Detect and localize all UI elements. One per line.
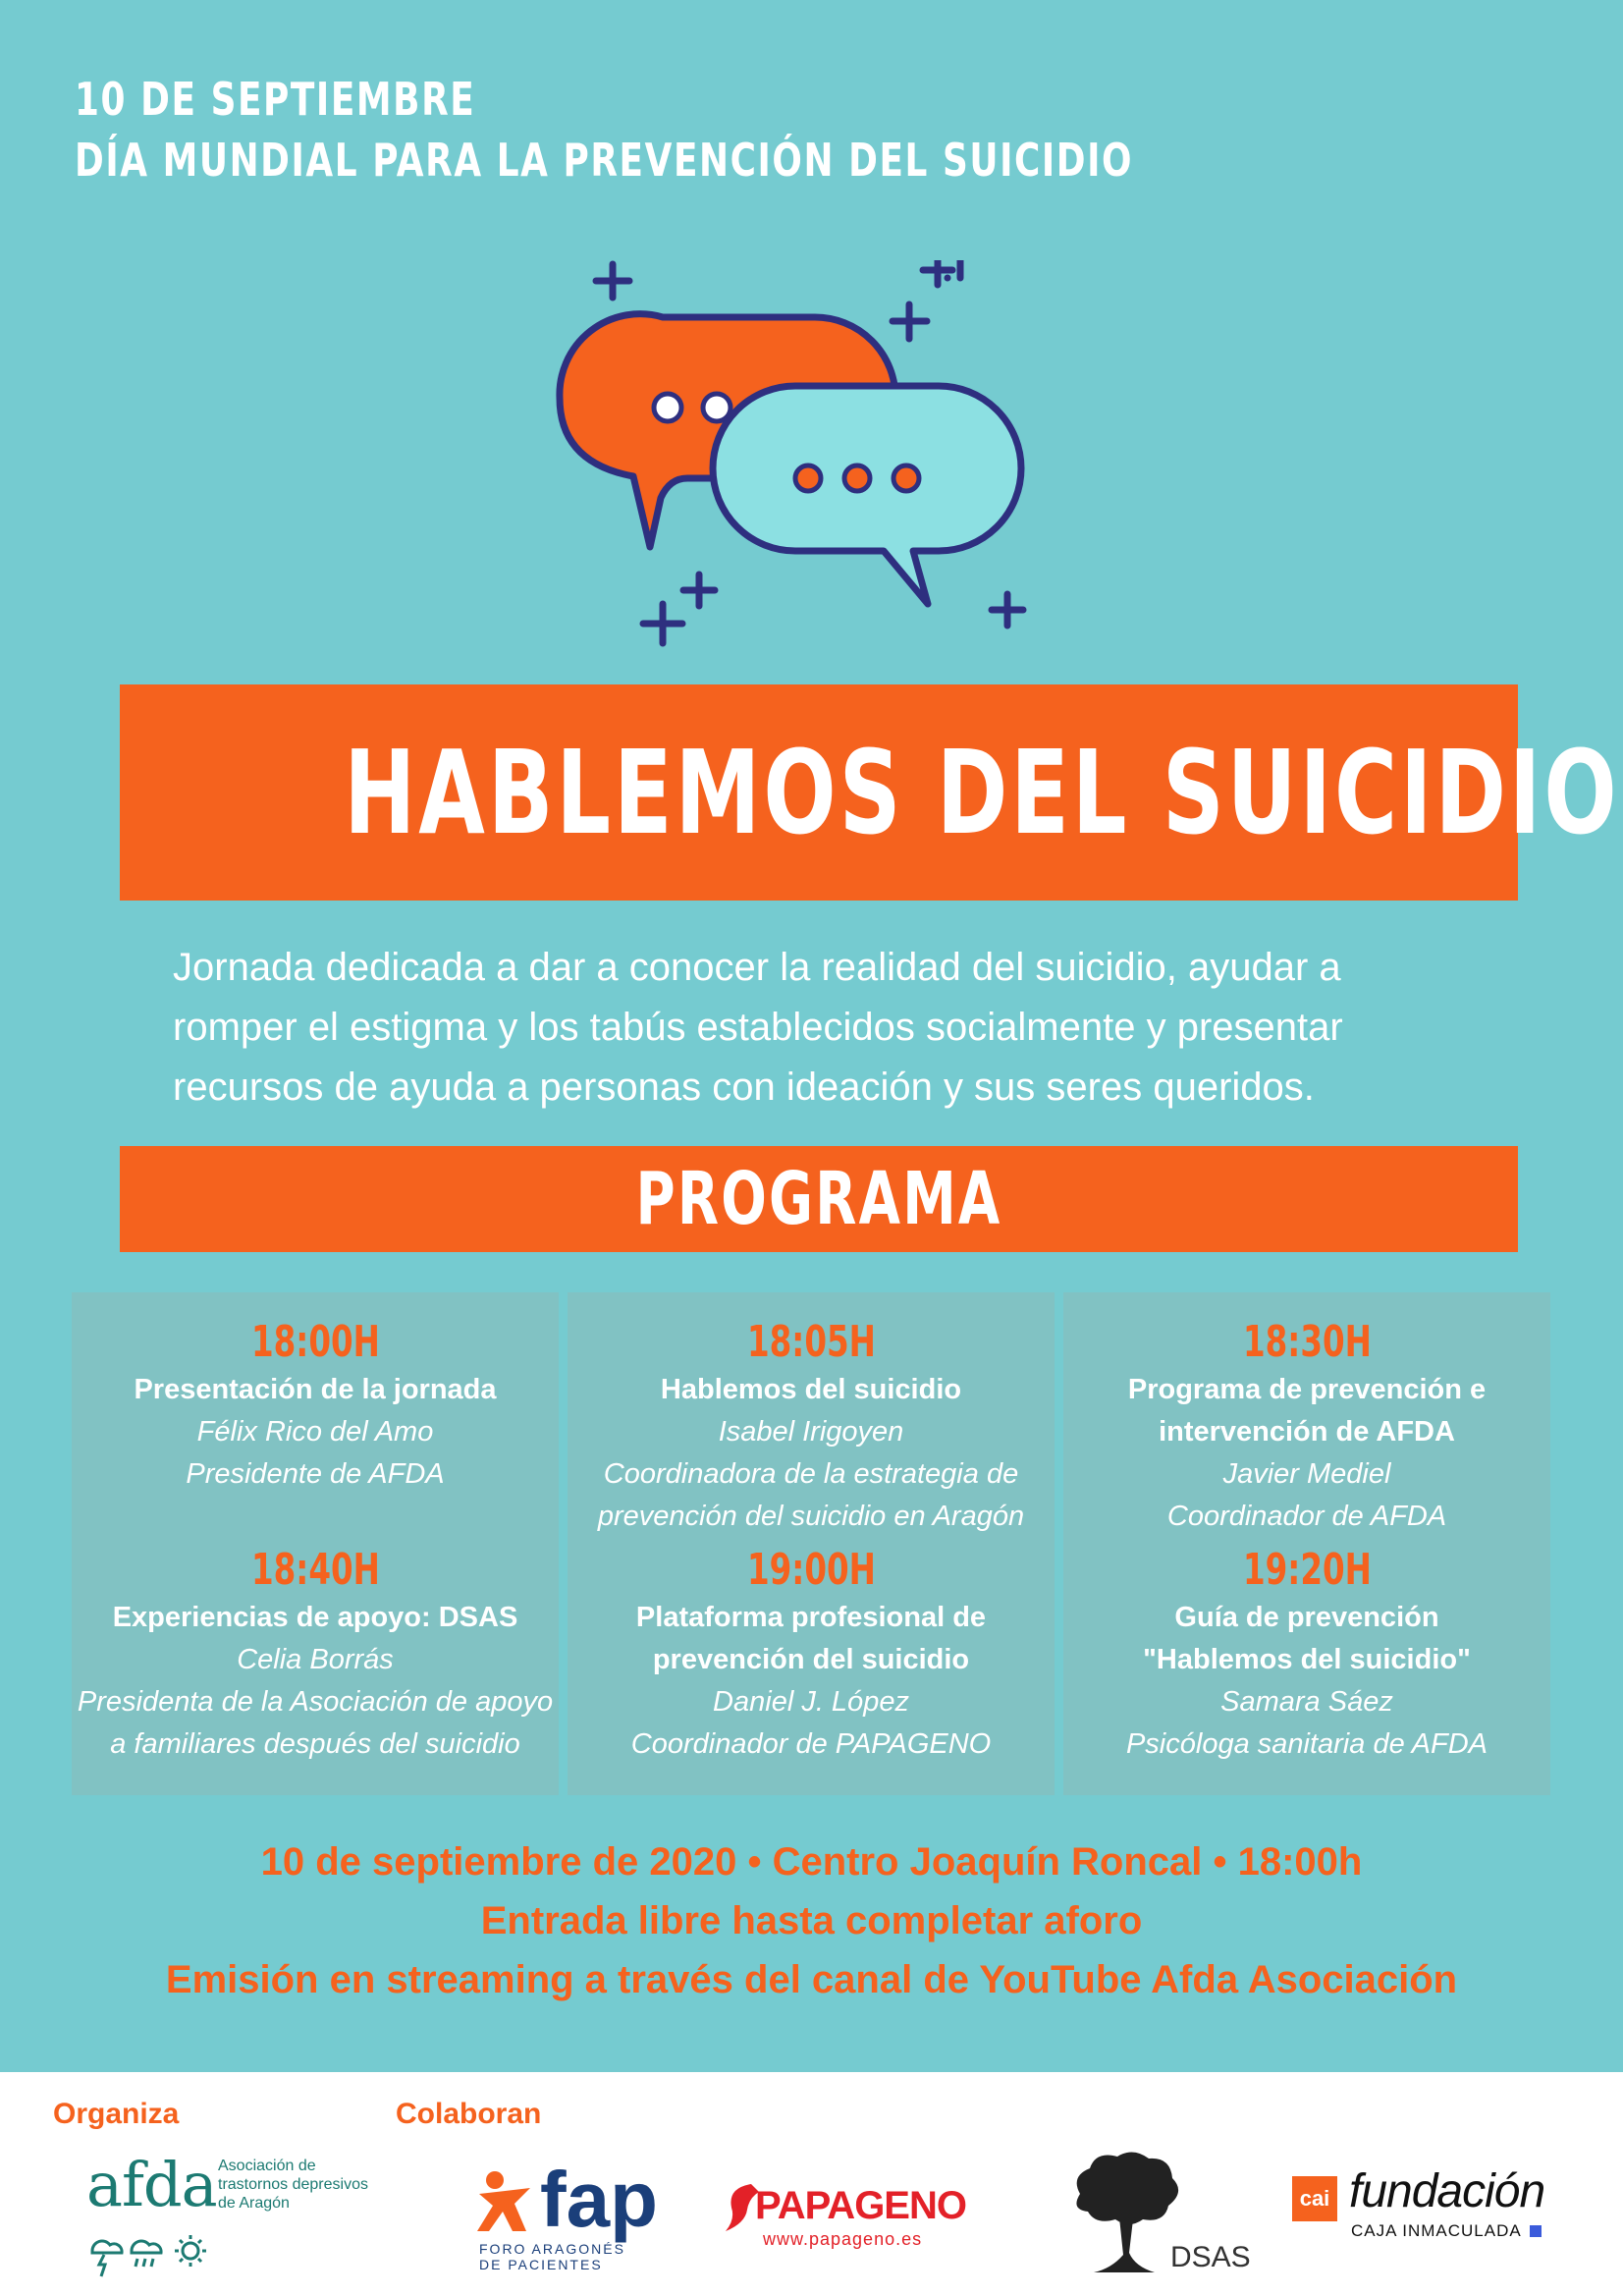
event-title: HABLEMOS DEL SUICIDIO bbox=[344, 725, 1620, 860]
program-role: Coordinador de AFDA bbox=[1166, 1501, 1447, 1532]
program-time: 18:40H bbox=[250, 1545, 380, 1595]
intro-paragraph bbox=[173, 938, 1528, 1118]
program-item bbox=[568, 1544, 1055, 1766]
caja-inmaculada: CAJA INMACULADA bbox=[1351, 2221, 1522, 2240]
colaboran-label: Colaboran bbox=[396, 2098, 542, 2130]
intro-line: Jornada dedicada a dar a conocer la realidad del suicidio, ayudar a bbox=[173, 946, 1341, 989]
program-title: Guía de prevención "Hablemos del suicidio" bbox=[1143, 1602, 1471, 1675]
program-title: Hablemos del suicidio bbox=[660, 1374, 962, 1405]
program-item bbox=[72, 1544, 559, 1766]
footer bbox=[0, 2072, 1623, 2296]
program-banner bbox=[120, 1146, 1518, 1252]
program-time: 19:20H bbox=[1242, 1545, 1372, 1595]
afda-wordmark: afda bbox=[86, 2149, 217, 2220]
program-time: 19:00H bbox=[746, 1545, 876, 1595]
program-title: Presentación de la jornada bbox=[134, 1374, 497, 1405]
program-speaker: Samara Sáez bbox=[1220, 1686, 1393, 1718]
chat-bubbles-icon bbox=[550, 260, 1041, 653]
program-time: 18:05H bbox=[746, 1317, 876, 1367]
afda-tagline: Asociación de trastornos depresivos de Aragón bbox=[218, 2158, 368, 2212]
blue-bubble bbox=[713, 386, 1021, 604]
program-item bbox=[1063, 1316, 1550, 1538]
program-role: Presidente de AFDA bbox=[186, 1458, 445, 1490]
program-role: Presidenta de la Asociación de apoyo a familiares después del suicidio bbox=[77, 1686, 554, 1760]
program-title: Programa de prevención e intervención de AFDA bbox=[1127, 1374, 1487, 1448]
papageno-wordmark: PAPAGENO bbox=[755, 2184, 966, 2227]
title-banner bbox=[120, 684, 1620, 901]
cai-badge: cai bbox=[1292, 2176, 1337, 2221]
intro-line: recursos de ayuda a personas con ideación y sus seres queridos. bbox=[173, 1066, 1315, 1109]
program-role: Psicóloga sanitaria de AFDA bbox=[1125, 1728, 1488, 1760]
program-speaker: Celia Borrás bbox=[237, 1644, 394, 1675]
afda-logo bbox=[86, 2149, 381, 2286]
program-item bbox=[1063, 1544, 1550, 1766]
day-line: DÍA MUNDIAL PARA LA PREVENCIÓN DEL SUICIDIO bbox=[75, 134, 1134, 187]
fap-wordmark: fap bbox=[540, 2156, 658, 2243]
date-line: 10 DE SEPTIEMBRE bbox=[75, 73, 476, 126]
dsas-logo bbox=[1060, 2147, 1257, 2284]
program-speaker: Javier Mediel bbox=[1222, 1458, 1391, 1490]
program-item bbox=[72, 1316, 559, 1496]
event-streaming: Emisión en streaming a través del canal de YouTube Afda Asociación bbox=[165, 1958, 1458, 2001]
dsas-wordmark: DSAS bbox=[1170, 2241, 1251, 2273]
weather-icon bbox=[86, 2229, 214, 2278]
papageno-url: www.papageno.es bbox=[763, 2229, 923, 2249]
program-time: 18:00H bbox=[250, 1317, 380, 1367]
papageno-logo bbox=[722, 2180, 1006, 2259]
program-column bbox=[1063, 1292, 1550, 1795]
program-item bbox=[568, 1316, 1055, 1538]
event-info bbox=[0, 1832, 1623, 2009]
header bbox=[75, 69, 1432, 191]
program-title: Plataforma profesional de prevención del suicidio bbox=[635, 1602, 987, 1675]
program-role: Coordinador de PAPAGENO bbox=[630, 1728, 992, 1760]
tree-icon bbox=[1060, 2147, 1188, 2284]
person-icon bbox=[475, 2170, 536, 2235]
program-speaker: Daniel J. López bbox=[713, 1686, 909, 1718]
program-role: Coordinadora de la estrategia de prevención del suicidio en Aragón bbox=[597, 1458, 1025, 1532]
organiza-label: Organiza bbox=[53, 2098, 180, 2130]
intro-line: romper el estigma y los tabús establecidos socialmente y presentar bbox=[173, 1006, 1343, 1049]
program-speaker: Isabel Irigoyen bbox=[718, 1416, 904, 1448]
program-heading: PROGRAMA bbox=[635, 1157, 1002, 1241]
blue-square-icon bbox=[1530, 2225, 1542, 2237]
fap-logo bbox=[475, 2156, 691, 2278]
fundacion-wordmark: fundación bbox=[1349, 2165, 1545, 2217]
event-entry: Entrada libre hasta completar aforo bbox=[480, 1899, 1143, 1942]
program-column bbox=[72, 1292, 559, 1795]
fap-tagline: FORO ARAGONÉS DE PACIENTES bbox=[479, 2241, 625, 2272]
program-time: 18:30H bbox=[1242, 1317, 1372, 1367]
program-column bbox=[568, 1292, 1055, 1795]
program-title: Experiencias de apoyo: DSAS bbox=[112, 1602, 518, 1633]
program-speaker: Félix Rico del Amo bbox=[196, 1416, 434, 1448]
event-date-place: 10 de septiembre de 2020 • Centro Joaquín Roncal • 18:00h bbox=[260, 1840, 1363, 1884]
fundacion-cai-logo bbox=[1288, 2165, 1583, 2259]
